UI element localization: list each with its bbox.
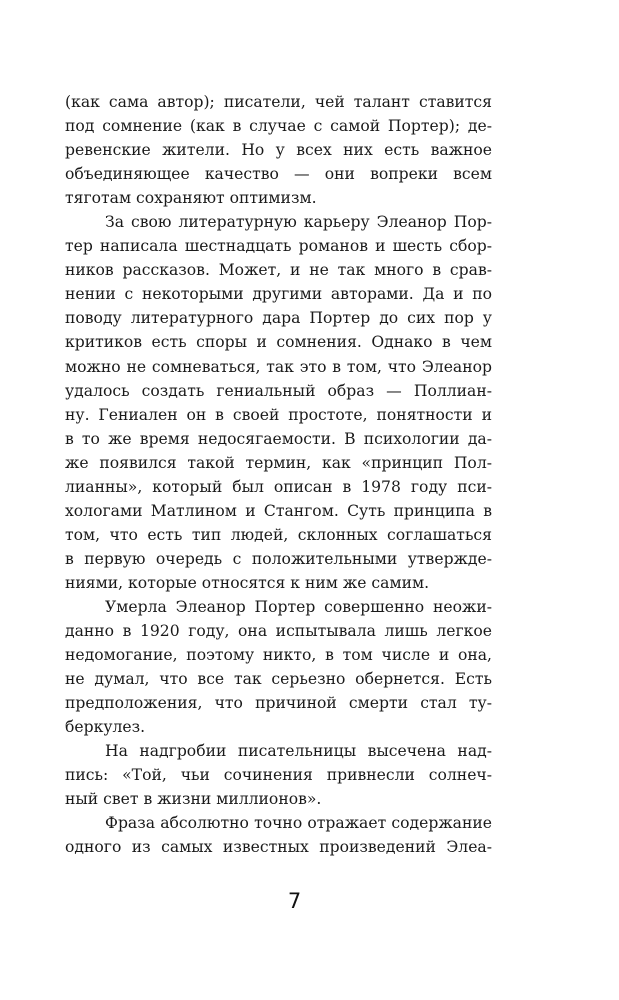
text-line — [65, 595, 492, 619]
text-line — [65, 210, 492, 234]
text-line-content: же появился такой термин, как «принцип Пол- — [65, 453, 492, 472]
text-line — [65, 330, 492, 354]
text-line-content: На надгробии писательницы высечена над- — [105, 742, 492, 761]
text-line — [65, 787, 492, 811]
paragraph — [65, 90, 492, 210]
text-line-content: ревенские жители. Но у всех них есть важное — [65, 141, 492, 160]
text-line — [65, 403, 492, 427]
text-line — [65, 186, 492, 210]
text-line-content: ну. Гениален он в своей простоте, понятности и — [65, 405, 492, 424]
text-line-content: критиков есть споры и сомнения. Однако в чем — [65, 333, 492, 352]
text-line-content: (как сама автор); писатели, чей талант ставится — [65, 93, 492, 111]
text-line-content: предположения, что причиной смерти стал ту- — [65, 694, 492, 713]
paragraph — [65, 595, 492, 739]
text-line — [65, 282, 492, 306]
text-line — [65, 643, 492, 667]
text-line-content: в то же время недосягаемости. В психологии да- — [65, 429, 492, 448]
text-line — [65, 619, 492, 643]
text-line-content: не думал, что все так серьезно обернется. Есть — [65, 670, 492, 689]
text-line-content: ников рассказов. Может, и не так много в срав- — [65, 261, 492, 280]
text-line-content: том, что есть тип людей, склонных соглашаться — [65, 525, 492, 544]
text-line — [65, 355, 492, 379]
page-number: 7 — [287, 889, 302, 913]
text-line-content: удалось создать гениальный образ — Поллиан- — [65, 381, 492, 400]
text-line — [65, 763, 492, 787]
text-line-content: Умерла Элеанор Портер совершенно неожи- — [105, 597, 492, 616]
text-line — [65, 547, 492, 571]
paragraph — [65, 739, 492, 811]
text-line-content: данно в 1920 году, она испытывала лишь легкое — [65, 622, 492, 641]
text-line-content: под сомнение (как в случае с самой Портер); де- — [65, 117, 492, 136]
text-line-content: поводу литературного дара Портер до сих пор у — [65, 309, 492, 328]
text-line-content: За свою литературную карьеру Элеанор Пор- — [105, 213, 492, 232]
text-line-content: пись: «Той, чьи сочинения привнесли солнеч- — [65, 766, 492, 785]
text-line — [65, 523, 492, 547]
text-line — [65, 499, 492, 523]
text-line-content: хологами Матлином и Стангом. Суть принципа в — [65, 501, 492, 520]
text-line — [65, 571, 492, 595]
text-line — [65, 234, 492, 258]
text-line-content: в первую очередь с положительными утвержде- — [65, 549, 492, 568]
text-line — [65, 114, 492, 138]
text-line — [65, 306, 492, 330]
text-line — [65, 739, 492, 763]
text-line — [65, 379, 492, 403]
text-line-content: можно не сомневаться, так это в том, что Элеанор — [65, 357, 492, 376]
text-line-content: тяготам сохраняют оптимизм. — [65, 189, 317, 208]
text-line-content: объединяющее качество — они вопреки всем — [65, 165, 492, 184]
text-line-content: беркулез. — [65, 718, 146, 737]
page-body — [65, 90, 492, 860]
paragraph — [65, 811, 492, 859]
text-line-content: ниями, которые относятся к ним же самим. — [65, 573, 430, 592]
text-line-content: тер написала шестнадцать романов и шесть сбор- — [65, 237, 492, 256]
paragraph — [65, 210, 492, 595]
text-line — [65, 811, 492, 835]
text-line — [65, 691, 492, 715]
text-line-content: ный свет в жизни миллионов». — [65, 790, 322, 809]
text-line — [65, 835, 492, 859]
text-line — [65, 451, 492, 475]
text-line-content: нении с некоторыми другими авторами. Да и по — [65, 285, 492, 304]
text-line-content: недомогание, поэтому никто, в том числе и она, — [65, 646, 492, 665]
text-line — [65, 475, 492, 499]
text-line — [65, 138, 492, 162]
text-line — [65, 667, 492, 691]
text-line — [65, 427, 492, 451]
text-line — [65, 715, 492, 739]
text-line — [65, 90, 492, 114]
text-line — [65, 258, 492, 282]
text-line-content: Фраза абсолютно точно отражает содержание — [105, 814, 492, 833]
text-line-content: лианны», который был описан в 1978 году пси- — [65, 477, 492, 496]
text-line — [65, 162, 492, 186]
text-line-content: одного из самых известных произведений Элеа- — [65, 838, 492, 857]
